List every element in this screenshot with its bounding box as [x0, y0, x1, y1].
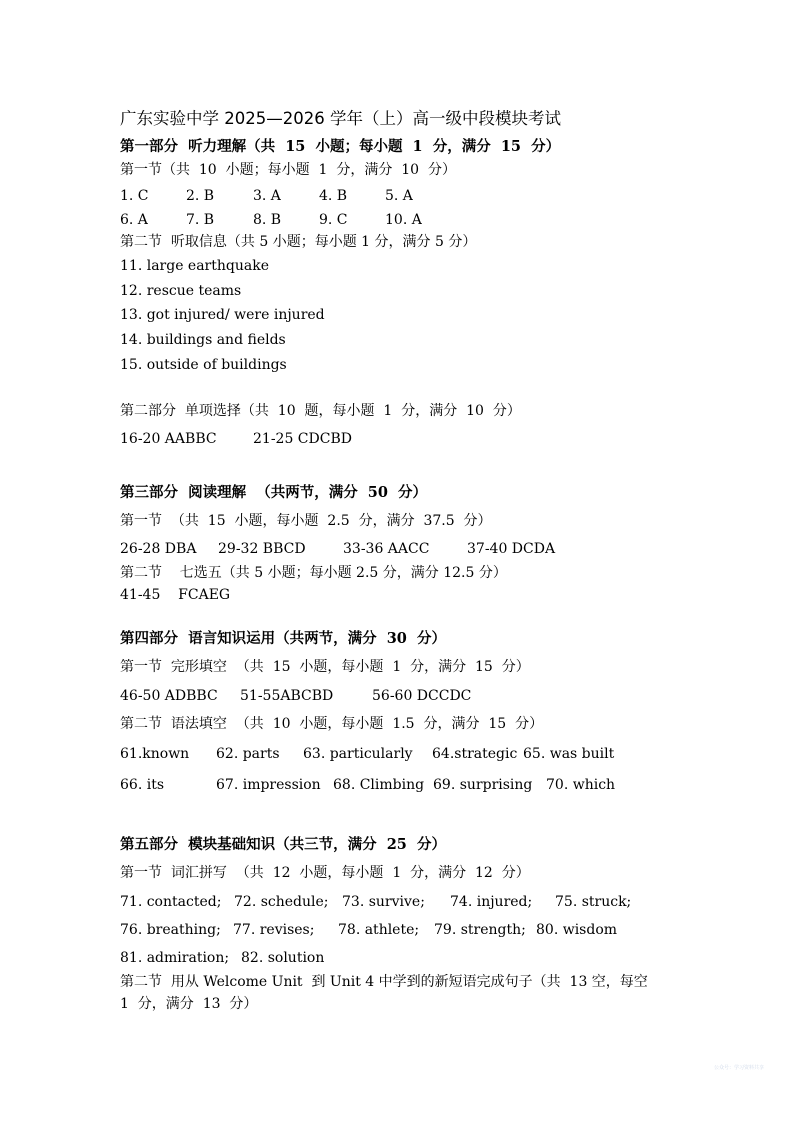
answer-item: 16-20 AABBC: [120, 431, 217, 447]
part4-heading: 第四部分 语言知识运用（共两节，满分 30 分）: [120, 630, 446, 647]
answer-item: 56-60 DCCDC: [372, 688, 472, 704]
answer-item: 76. breathing;: [120, 922, 221, 938]
answer-item: 78. athlete;: [338, 922, 420, 938]
answer-item: 3. A: [253, 188, 281, 204]
part1-sec1-heading: 第一节（共 10 小题；每小题 1 分，满分 10 分）: [120, 162, 456, 178]
part5-sec2-heading-cont: 1 分，满分 13 分）: [120, 996, 258, 1012]
answer-item: 6. A: [120, 212, 148, 228]
answer-item: 9. C: [319, 212, 348, 228]
answer-item: 80. wisdom: [536, 922, 618, 938]
answer-item: 46-50 ADBBC: [120, 688, 218, 704]
answer-item: 74. injured;: [450, 894, 533, 910]
answer-item: 12. rescue teams: [120, 283, 242, 299]
answer-item: 29-32 BBCD: [218, 541, 306, 557]
answer-item: 67. impression: [216, 777, 321, 793]
answer-item: 61.known: [120, 746, 190, 762]
part5-sec2-heading: 第二节 用从 Welcome Unit 到 Unit 4 中学到的新短语完成句子（共 13 空，每空: [120, 974, 648, 990]
part3-sec1-heading: 第一节 （共 15 小题，每小题 2.5 分，满分 37.5 分）: [120, 513, 492, 529]
answer-item: 41-45 FCAEG: [120, 587, 231, 603]
answer-item: 21-25 CDCBD: [253, 431, 352, 447]
answer-item: 82. solution: [241, 950, 325, 966]
answer-item: 51-55ABCBD: [240, 688, 334, 704]
answer-item: 72. schedule;: [234, 894, 329, 910]
part5-sec1-heading: 第一节 词汇拼写 （共 12 小题，每小题 1 分，满分 12 分）: [120, 865, 530, 881]
answer-item: 2. B: [186, 188, 215, 204]
answer-item: 64.strategic: [432, 746, 518, 762]
part3-heading: 第三部分 阅读理解 （共两节，满分 50 分）: [120, 484, 428, 501]
answer-item: 4. B: [319, 188, 348, 204]
answer-item: 7. B: [186, 212, 215, 228]
part1-heading: 第一部分 听力理解（共 15 小题；每小题 1 分，满分 15 分）: [120, 138, 561, 155]
answer-item: 26-28 DBA: [120, 541, 197, 557]
answer-item: 15. outside of buildings: [120, 357, 287, 373]
answer-item: 69. surprising: [433, 777, 533, 793]
answer-item: 14. buildings and fields: [120, 332, 286, 348]
answer-item: 70. which: [546, 777, 616, 793]
answer-item: 73. survive;: [342, 894, 425, 910]
answer-item: 79. strength;: [434, 922, 526, 938]
answer-item: 77. revises;: [233, 922, 315, 938]
page-title: 广东实验中学 2025—2026 学年（上）高一级中段模块考试: [120, 109, 561, 128]
answer-item: 37-40 DCDA: [467, 541, 556, 557]
answer-item: 5. A: [385, 188, 413, 204]
part3-sec2-heading: 第二节 七选五（共 5 小题；每小题 2.5 分，满分 12.5 分）: [120, 565, 507, 581]
answer-item: 62. parts: [216, 746, 280, 762]
watermark: 公众号：学习资料共享: [713, 1065, 764, 1071]
answer-item: 66. its: [120, 777, 165, 793]
answer-item: 33-36 AACC: [343, 541, 430, 557]
answer-item: 13. got injured/ were injured: [120, 307, 325, 323]
answer-item: 81. admiration;: [120, 950, 230, 966]
part4-sec2-heading: 第二节 语法填空 （共 10 小题，每小题 1.5 分，满分 15 分）: [120, 716, 544, 732]
part4-sec1-heading: 第一节 完形填空 （共 15 小题，每小题 1 分，满分 15 分）: [120, 659, 530, 675]
part2-heading: 第二部分 单项选择（共 10 题，每小题 1 分，满分 10 分）: [120, 403, 521, 419]
answer-item: 71. contacted;: [120, 894, 222, 910]
answer-item: 63. particularly: [303, 746, 413, 762]
answer-item: 65. was built: [523, 746, 615, 762]
answer-item: 11. large earthquake: [120, 258, 269, 274]
answer-item: 68. Climbing: [333, 777, 425, 793]
part1-sec2-heading: 第二节 听取信息（共 5 小题；每小题 1 分，满分 5 分）: [120, 234, 477, 250]
answer-item: 75. struck;: [555, 894, 632, 910]
answer-item: 10. A: [385, 212, 422, 228]
part5-heading: 第五部分 模块基础知识（共三节，满分 25 分）: [120, 836, 446, 853]
answer-item: 1. C: [120, 188, 149, 204]
answer-item: 8. B: [253, 212, 282, 228]
